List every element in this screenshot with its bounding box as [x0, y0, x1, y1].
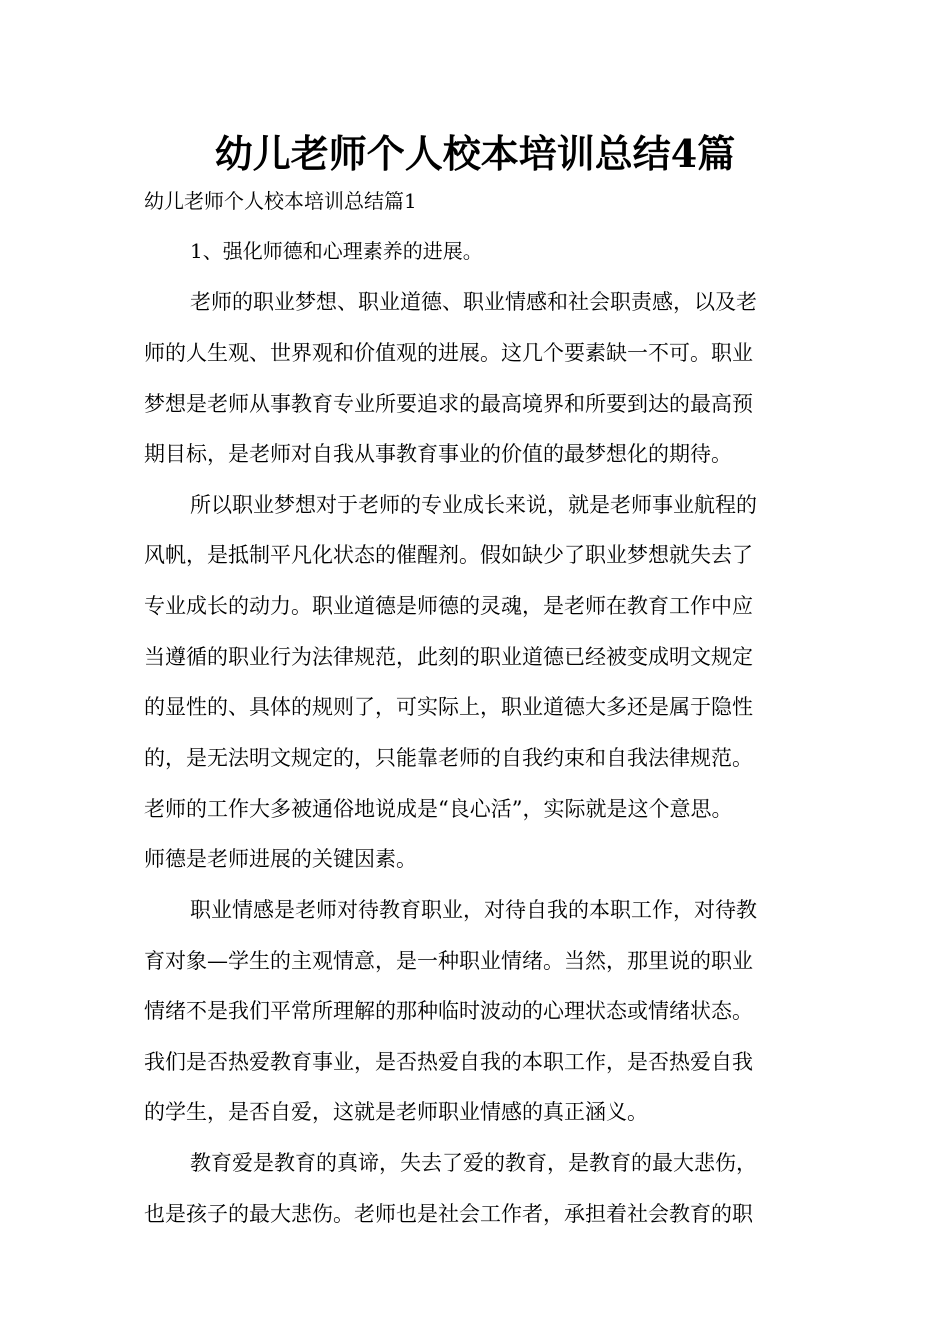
- body-line: 期目标，是老师对自我从事教育事业的价值的最梦想化的期待。: [144, 442, 732, 466]
- body-line: 老师的职业梦想、职业道德、职业情感和社会职责感，以及老: [190, 290, 757, 314]
- body-line: 也是孩子的最大悲伤。老师也是社会工作者，承担着社会教育的职: [144, 1202, 753, 1226]
- document-title: 幼儿老师个人校本培训总结4篇: [214, 131, 736, 176]
- body-line: 教育爱是教育的真谛，失去了爱的教育，是教育的最大悲伤，: [190, 1151, 757, 1175]
- body-line: 师德是老师进展的关键因素。: [144, 847, 417, 871]
- body-line: 情绪不是我们平常所理解的那种临时波动的心理状态或情绪状态。: [144, 999, 753, 1023]
- body-line: 老师的工作大多被通俗地说成是“良心活”，实际就是这个意思。: [144, 797, 733, 821]
- body-line: 师的人生观、世界观和价值观的进展。这几个要素缺一不可。职业: [144, 341, 753, 365]
- point-heading: 1、强化师德和心理素养的进展。: [190, 239, 483, 263]
- section-heading: 幼儿老师个人校本培训总结篇1: [144, 189, 417, 213]
- body-line: 的，是无法明文规定的，只能靠老师的自我约束和自我法律规范。: [144, 746, 753, 770]
- body-line: 我们是否热爱教育事业，是否热爱自我的本职工作，是否热爱自我: [144, 1050, 753, 1074]
- body-line: 的显性的、具体的规则了，可实际上，职业道德大多还是属于隐性: [144, 695, 753, 719]
- body-line: 的学生，是否自爱，这就是老师职业情感的真正涵义。: [144, 1100, 648, 1124]
- body-line: 专业成长的动力。职业道德是师德的灵魂，是老师在教育工作中应: [144, 594, 753, 618]
- body-line: 风帆，是抵制平凡化状态的催醒剂。假如缺少了职业梦想就失去了: [144, 543, 753, 567]
- body-line: 当遵循的职业行为法律规范，此刻的职业道德已经被变成明文规定: [144, 645, 753, 669]
- body-line: 育对象—学生的主观情意，是一种职业情绪。当然，那里说的职业: [144, 949, 753, 973]
- body-line: 梦想是老师从事教育专业所要追求的最高境界和所要到达的最高预: [144, 392, 753, 416]
- body-line: 职业情感是老师对待教育职业，对待自我的本职工作，对待教: [190, 898, 757, 922]
- body-line: 所以职业梦想对于老师的专业成长来说，就是老师事业航程的: [190, 493, 757, 517]
